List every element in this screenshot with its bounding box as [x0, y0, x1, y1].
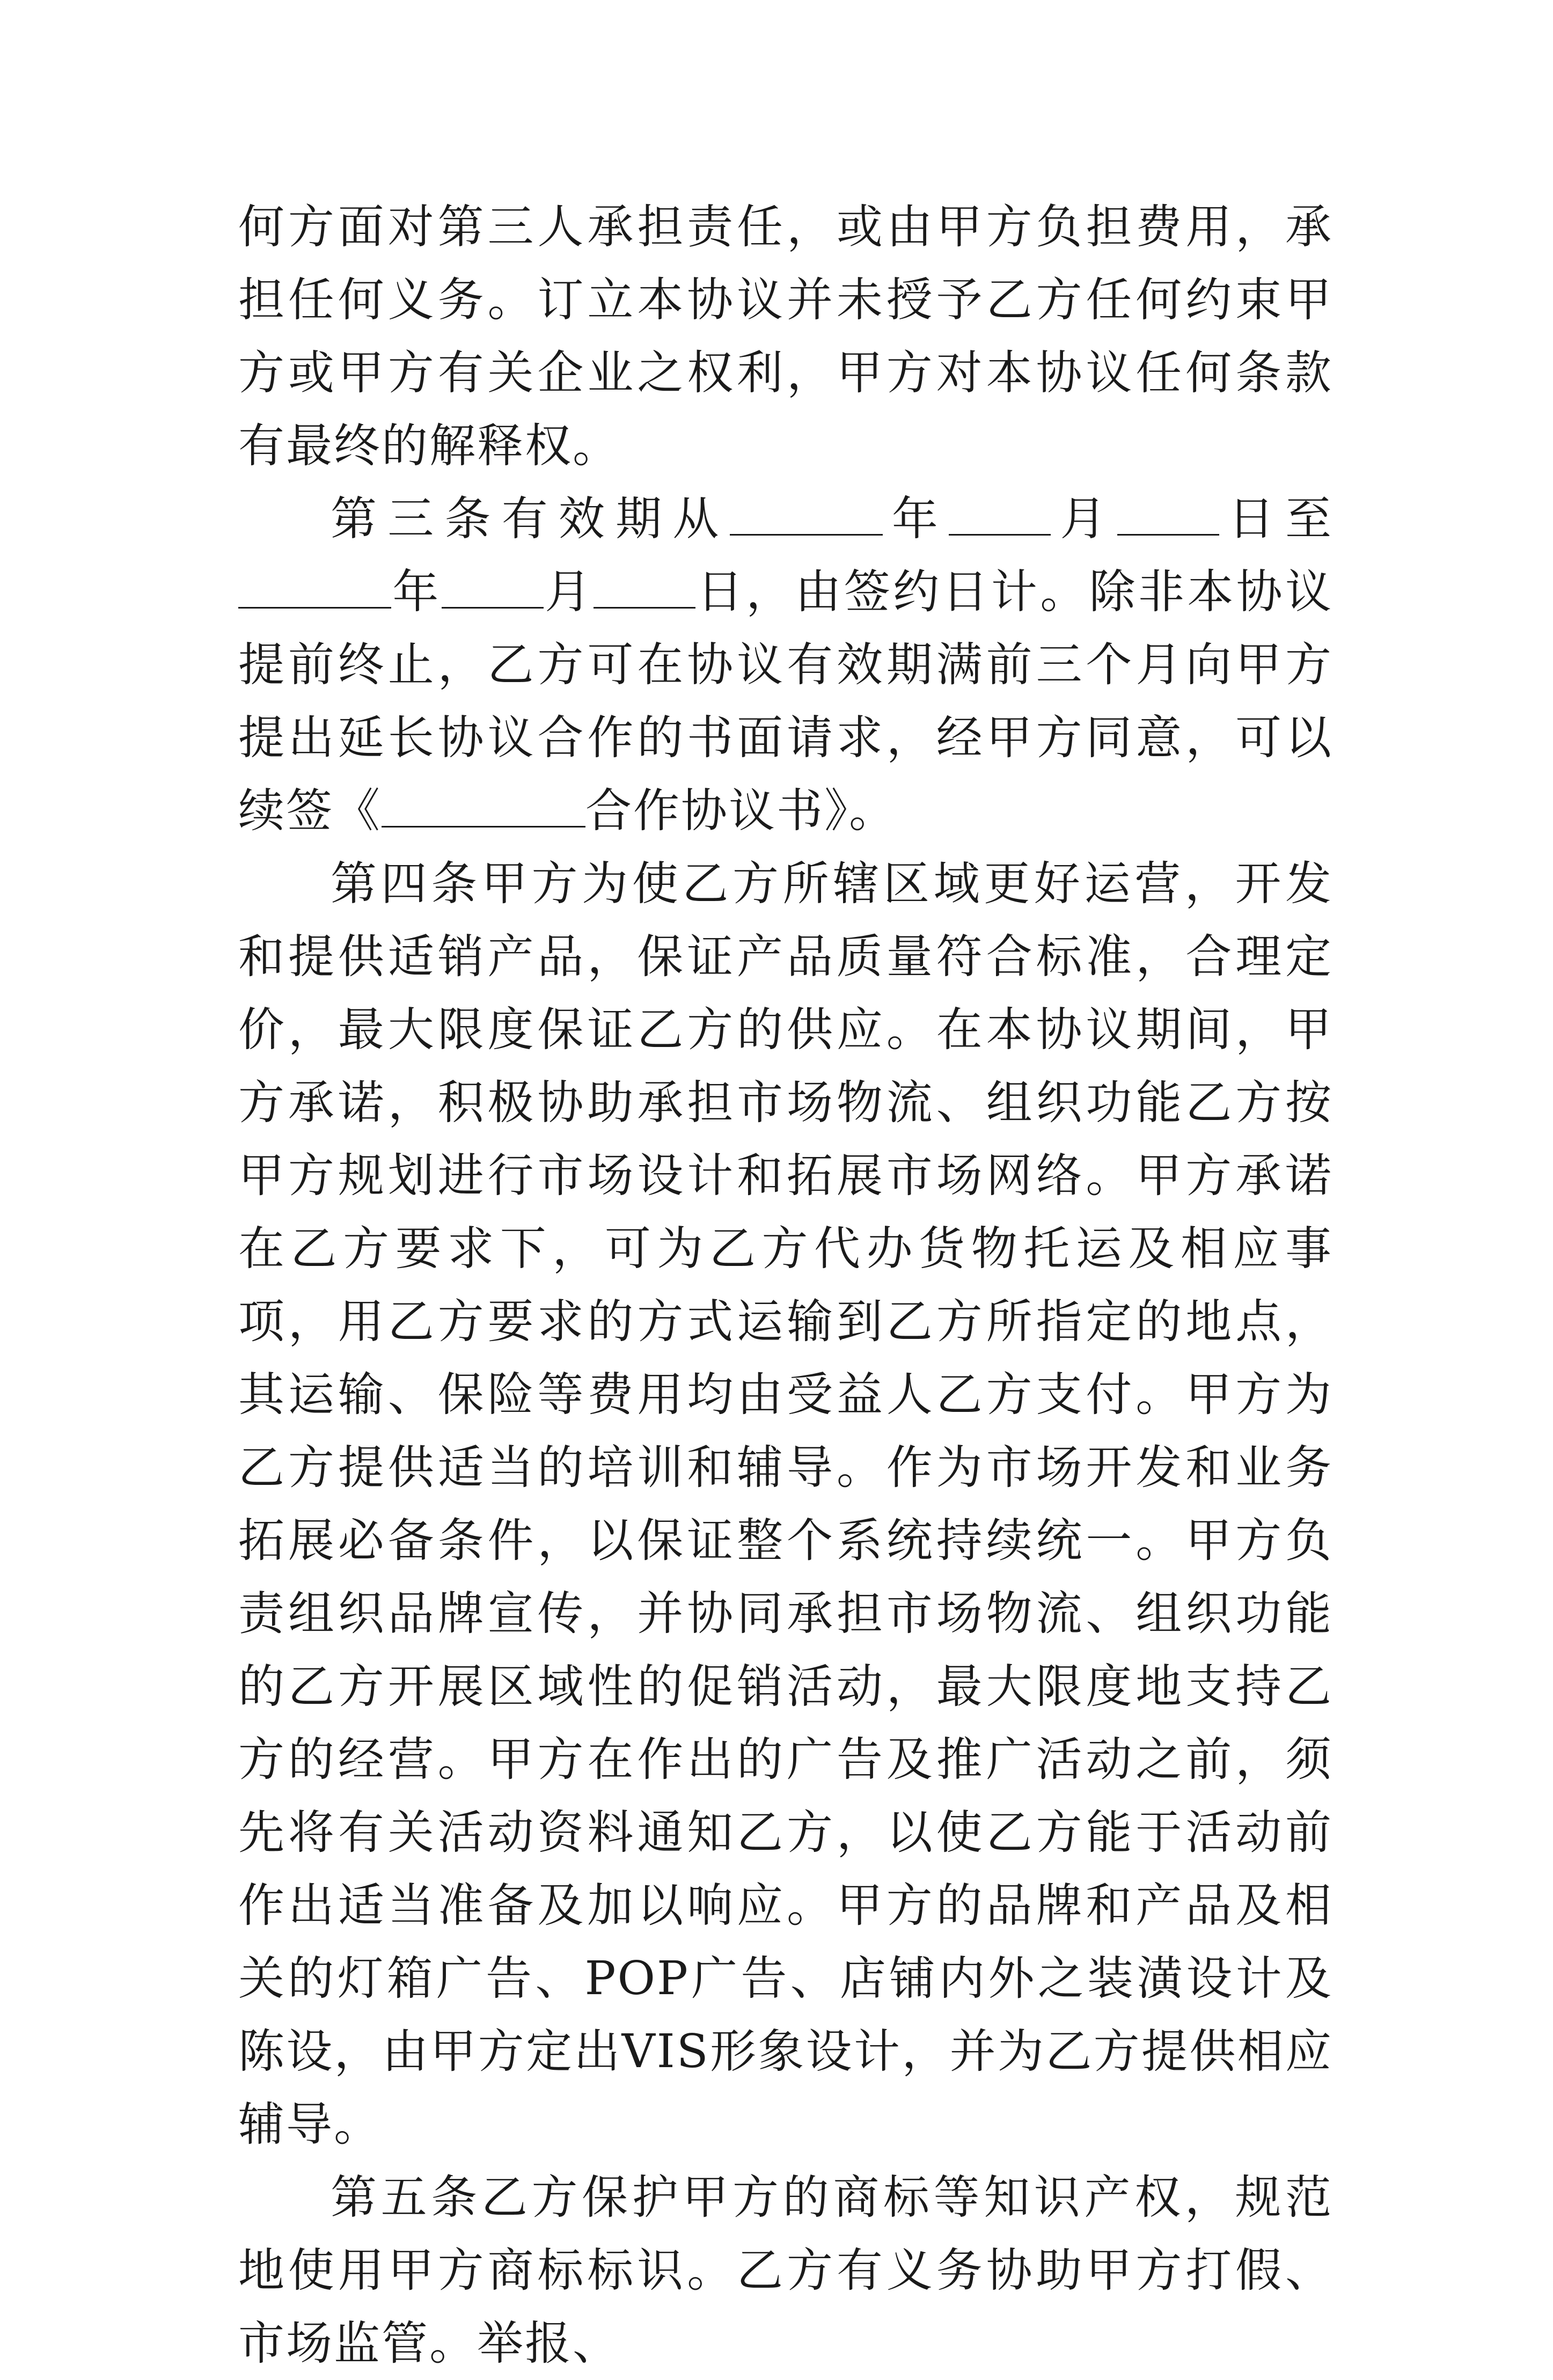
blank-end-month[interactable]	[442, 555, 544, 609]
label-year-end: 年	[391, 565, 442, 619]
paragraph-clause-4: 第四条甲方为使乙方所辖区域更好运营，开发和提供适销产品，保证产品质量符合标准，合理定价，最大限度保证乙方的供应。在本协议期间，甲方承诺，积极协助承担市场物流、组织功能乙方按甲方规划进行市场设计和拓展市场网络。甲方承诺在乙方要求下，可为乙方代办货物托运及相应事项，用乙方要求的方式运输到乙方所指定的地点，其运输、保险等费用均由受益人乙方支付。甲方为乙方提供适当的培训和辅导。作为市场开发和业务拓展必备条件，以保证整个系统持续统一。甲方负责组织品牌宣传，并协同承担市场物流、组织功能的乙方开展区域性的促销活动，最大限度地支持乙方的经营。甲方在作出的广告及推广活动之前，须先将有关活动资料通知乙方，以使乙方能于活动前作出适当准备及加以响应。甲方的品牌和产品及相关的灯箱广告、POP广告、店铺内外之装潢设计及陈设，由甲方定出VIS形象设计，并为乙方提供相应辅导。	[238, 857, 1333, 2151]
blank-agreement-name[interactable]	[382, 774, 585, 827]
blank-start-year[interactable]	[730, 482, 883, 536]
clause-3-text-end: 合作协议书》。	[585, 784, 897, 838]
document-body	[238, 191, 1333, 2380]
blank-start-day[interactable]	[1117, 482, 1219, 536]
label-month: 月	[1051, 492, 1117, 546]
paragraph-clause-5: 第五条乙方保护甲方的商标等知识产权，规范地使用甲方商标标识。乙方有义务协助甲方打假、市场监管。举报、	[238, 2171, 1333, 2370]
blank-start-month[interactable]	[949, 482, 1051, 536]
blank-end-day[interactable]	[594, 555, 695, 609]
label-day-to: 日至	[1219, 492, 1334, 546]
clause-3-text-body: 日，由签约日计。除非本协议提前终止，乙方可在协议有效期满前三个月向甲方提出延长协议合作的书面请求，经甲方同意，可以续签《	[238, 565, 1334, 838]
paragraph-clause-2-continued: 何方面对第三人承担责任，或由甲方负担费用，承担任何义务。订立本协议并未授予乙方任何约束甲方或甲方有关企业之权利，甲方对本协议任何条款有最终的解释权。	[238, 200, 1333, 473]
clause-3-text-start: 第三条有效期从	[331, 492, 730, 546]
paragraph-clause-3	[238, 482, 1333, 847]
label-year: 年	[882, 492, 949, 546]
blank-end-year[interactable]	[238, 555, 391, 609]
label-month-end: 月	[543, 565, 594, 619]
